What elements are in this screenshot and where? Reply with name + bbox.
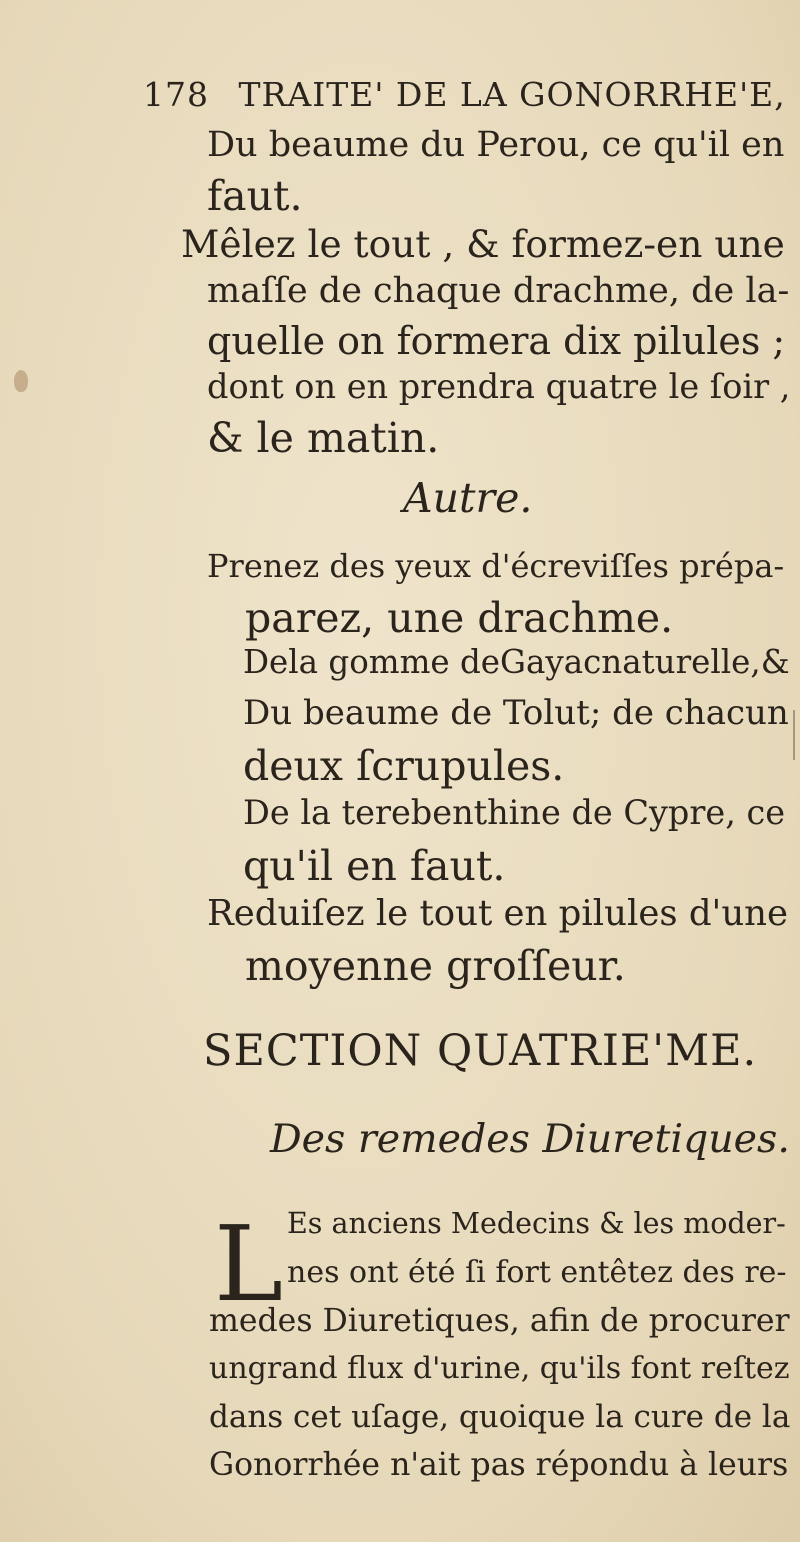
- running-title: TRAITE' DE LA GONORRHE'E,: [238, 75, 786, 114]
- text-line: De la terebenthine de Cypre, ce: [243, 793, 786, 832]
- page-number: 178: [143, 75, 209, 114]
- text-line: Du beaume du Perou, ce qu'il en: [207, 125, 785, 165]
- paragraph-line: dans cet uſage, quoique la cure de la: [209, 1399, 791, 1435]
- text-line: Prenez des yeux d'écreviſſes prépa-: [207, 547, 785, 585]
- paragraph-line: Es anciens Medecins & les moder-: [287, 1207, 786, 1240]
- ink-stain: [14, 370, 28, 392]
- text-line: dont on en prendra quatre le ſoir ,: [207, 367, 791, 406]
- text-line: Dela gomme deGayacnaturelle,&: [243, 643, 790, 681]
- subheading-autre: Autre.: [403, 474, 533, 522]
- text-line: moyenne groſſeur.: [245, 942, 626, 990]
- text-line: faut.: [207, 172, 303, 220]
- text-line: quelle on formera dix pilules ;: [207, 319, 786, 363]
- margin-rule: [793, 710, 795, 760]
- drop-cap: L: [214, 1203, 284, 1325]
- text-line: qu'il en faut.: [243, 842, 506, 890]
- text-line: parez, une drachme.: [245, 594, 674, 642]
- paragraph-line: ungrand flux d'urine, qu'ils font reſtez: [209, 1351, 790, 1386]
- text-line: maſſe de chaque drachme, de la-: [207, 271, 790, 311]
- paragraph-line: medes Diuretiques, afin de procurer: [209, 1303, 790, 1339]
- text-line: Mêlez le tout , & formez-en une: [181, 222, 785, 266]
- text-line: Du beaume de Tolut; de chacun: [243, 693, 789, 733]
- text-line: Reduiſez le tout en pilules d'une: [207, 893, 789, 934]
- paragraph-line: Gonorrhée n'ait pas répondu à leurs: [209, 1447, 789, 1483]
- section-title: SECTION QUATRIE'ME.: [203, 1026, 758, 1076]
- running-header: [143, 75, 786, 114]
- text-line: & le matin.: [207, 414, 440, 462]
- paragraph-line: nes ont été ſi fort entêtez des re-: [287, 1255, 787, 1290]
- text-line: deux ſcrupules.: [243, 742, 565, 790]
- section-subtitle: Des remedes Diuretiques.: [270, 1116, 790, 1162]
